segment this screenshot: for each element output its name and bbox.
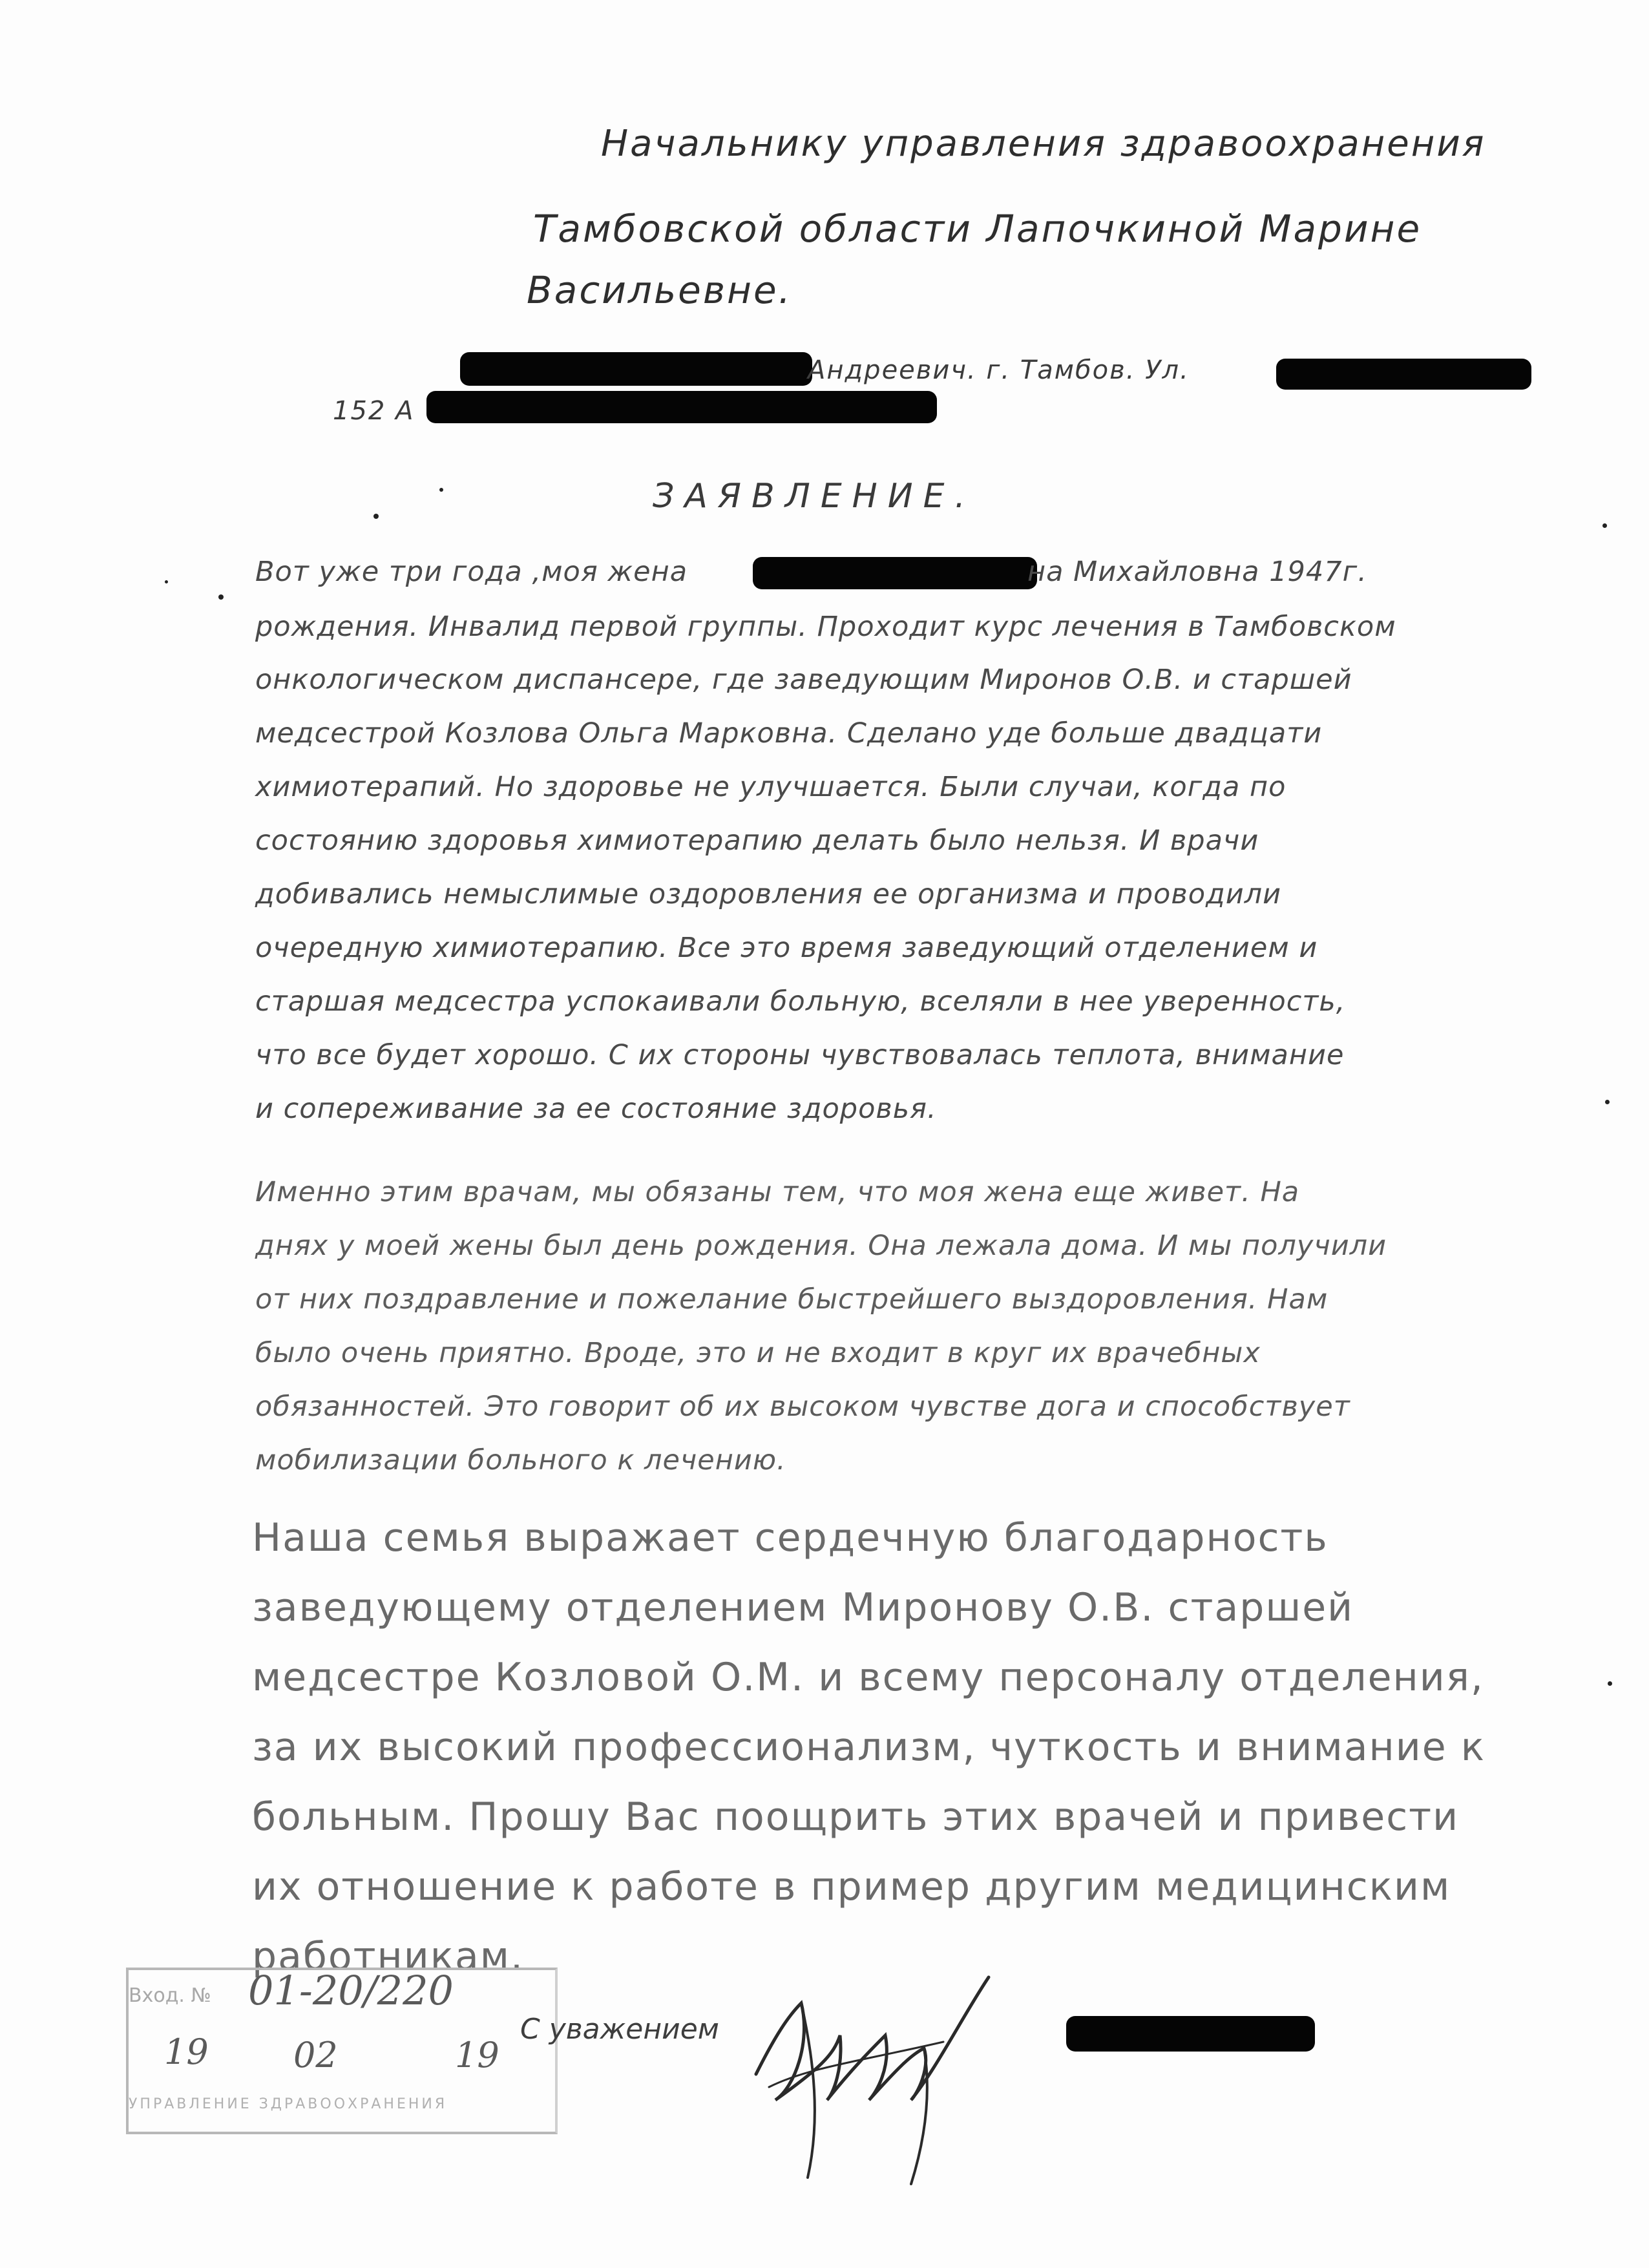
paragraph-1-line-10: что все будет хорошо. С их стороны чувствовалась теплота, внимание bbox=[255, 1039, 1345, 1071]
sender-line-1: Андреевич. г. Тамбов. Ул. bbox=[808, 355, 1190, 385]
paragraph-3-line-7: работникам. bbox=[252, 1934, 525, 1979]
paragraph-1-line-1b: на Михайловна 1947г. bbox=[1027, 556, 1367, 588]
paragraph-3-line-4: за их высокий профессионализм, чуткость и внимание к bbox=[252, 1725, 1486, 1770]
paragraph-2-line-2: днях у моей жены был день рождения. Она лежала дома. И мы получили bbox=[255, 1230, 1387, 1262]
paragraph-1-line-3: онкологическом диспансере, где заведующим Миронов О.В. и старшей bbox=[255, 664, 1352, 696]
paragraph-3-line-2: заведующему отделением Миронову О.В. старшей bbox=[252, 1585, 1354, 1630]
scan-speck bbox=[1605, 1100, 1610, 1104]
paragraph-1-line-2: рождения. Инвалид первой группы. Проходит курс лечения в Тамбовском bbox=[255, 611, 1396, 643]
handwritten-signature bbox=[730, 1938, 1002, 2197]
closing-text: С уважением bbox=[520, 2013, 719, 2046]
paragraph-3-line-1: Наша семья выражает сердечную благодарность bbox=[252, 1515, 1329, 1560]
paragraph-3-line-6: их отношение к работе в пример другим медицинским bbox=[252, 1864, 1451, 1909]
stamp-number-label: Вход. № bbox=[129, 1984, 211, 2007]
paragraph-1-line-11: и сопереживание за ее состояние здоровья. bbox=[255, 1093, 937, 1125]
paragraph-2-line-6: мобилизации больного к лечению. bbox=[255, 1444, 786, 1476]
paragraph-2-line-1: Именно этим врачам, мы обязаны тем, что моя жена еще живет. На bbox=[255, 1176, 1300, 1208]
document-title: ЗАЯВЛЕНИЕ. bbox=[653, 477, 976, 516]
sender-line-2: 152 А bbox=[333, 396, 415, 426]
paragraph-1-line-7: добивались немыслимые оздоровления ее организма и проводили bbox=[255, 878, 1282, 910]
scan-speck bbox=[165, 580, 168, 583]
registration-stamp bbox=[126, 1968, 558, 2134]
scan-speck bbox=[373, 514, 379, 519]
redaction-signer-name bbox=[1066, 2016, 1315, 2052]
paragraph-1-line-8: очередную химиотерапию. Все это время заведующий отделением и bbox=[255, 932, 1318, 964]
scan-speck bbox=[1602, 523, 1607, 528]
paragraph-3-line-3: медсестре Козловой О.М. и всему персоналу отделения, bbox=[252, 1655, 1484, 1700]
stamp-date-day: 19 bbox=[164, 2032, 209, 2072]
redaction-sender-name bbox=[460, 352, 812, 386]
paragraph-1-line-1a: Вот уже три года ,моя жена bbox=[255, 556, 688, 588]
scan-speck bbox=[218, 594, 224, 600]
stamp-date-year: 19 bbox=[455, 2035, 499, 2075]
paragraph-1-line-4: медсестрой Козлова Ольга Марковна. Сделано уде больше двадцати bbox=[255, 717, 1323, 750]
stamp-org: УПРАВЛЕНИЕ ЗДРАВООХРАНЕНИЯ bbox=[129, 2096, 448, 2112]
redaction-wife-name bbox=[753, 557, 1037, 589]
stamp-date-month: 02 bbox=[293, 2035, 338, 2075]
addressee-line-3: Васильевне. bbox=[527, 268, 793, 312]
scan-speck bbox=[1608, 1681, 1612, 1686]
paragraph-2-line-3: от них поздравление и пожелание быстрейшего выздоровления. Нам bbox=[255, 1283, 1329, 1316]
paragraph-3-line-5: больным. Прошу Вас поощрить этих врачей и привести bbox=[252, 1794, 1460, 1840]
addressee-line-2: Тамбовской области Лапочкиной Марине bbox=[533, 207, 1422, 251]
redaction-sender-street bbox=[1276, 359, 1531, 390]
paragraph-2-line-5: обязанностей. Это говорит об их высоком чувстве дога и способствует bbox=[255, 1391, 1350, 1423]
paragraph-2-line-4: было очень приятно. Вроде, это и не входит в круг их врачебных bbox=[255, 1337, 1261, 1369]
addressee-line-1: Начальнику управления здравоохранения bbox=[601, 123, 1486, 165]
paragraph-1-line-6: состоянию здоровья химиотерапию делать было нельзя. И врачи bbox=[255, 824, 1259, 857]
redaction-sender-address bbox=[426, 391, 937, 423]
paragraph-1-line-9: старшая медсестра успокаивали больную, вселяли в нее уверенность, bbox=[255, 985, 1346, 1018]
stamp-number: 01-20/220 bbox=[248, 1967, 454, 2014]
paragraph-1-line-5: химиотерапий. Но здоровье не улучшается. Были случаи, когда по bbox=[255, 771, 1287, 803]
scan-speck bbox=[439, 488, 443, 492]
